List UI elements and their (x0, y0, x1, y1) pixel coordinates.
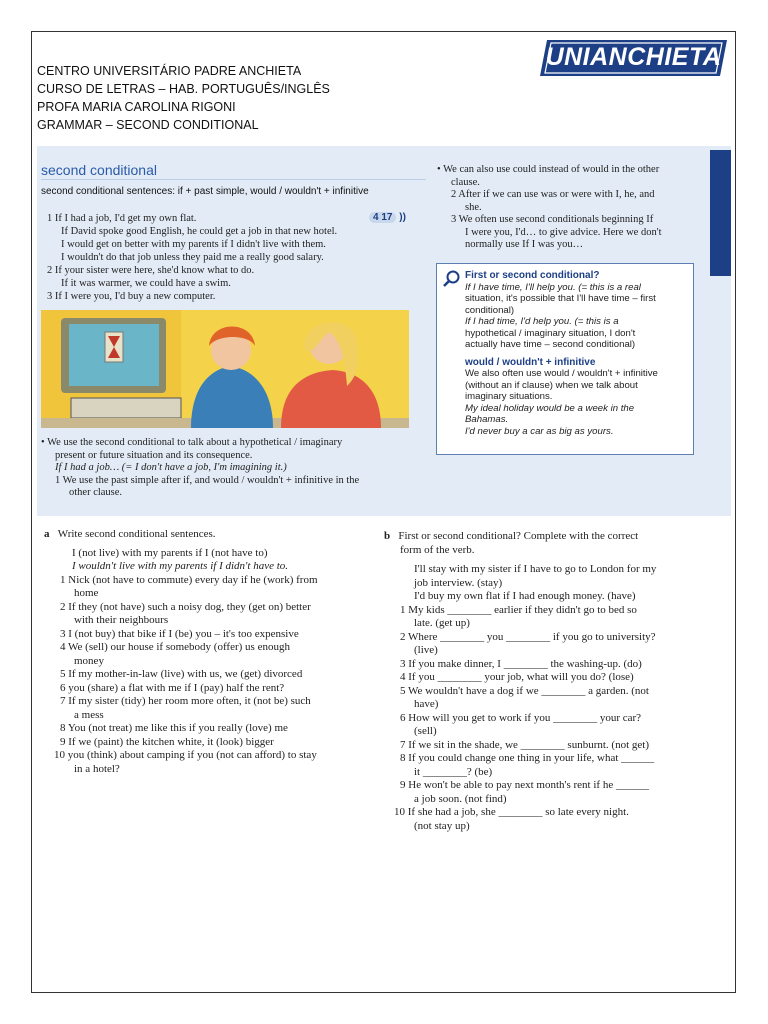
textbook-grammar-panel (37, 146, 731, 516)
exercise-item: 2 If they (not have) such a noisy dog, they (get on) better (60, 600, 311, 613)
logo-text: UNIANCHIETA (545, 43, 722, 71)
exercise-item: late. (get up) (414, 617, 470, 629)
example-line: I would get on better with my parents if I didn't live with them. (61, 239, 326, 250)
box-heading: First or second conditional? (465, 270, 600, 281)
example-line: 2 If your sister were here, she'd know what to do. (47, 265, 255, 276)
exercise-item: 3 If you make dinner, I ________ the washing-up. (do) (400, 657, 642, 670)
box-heading-2: would / wouldn't + infinitive (465, 356, 596, 368)
box-line: imaginary situations. (465, 391, 553, 402)
box-line: I'd never buy a car as big as yours. (465, 425, 614, 437)
exercise-item: 10 you (think) about camping if you (not can afford) to stay (54, 749, 317, 761)
exercise-item: in a hotel? (74, 762, 120, 775)
exercise-item: a mess (74, 708, 104, 721)
header-line-topic: GRAMMAR – SECOND CONDITIONAL (37, 118, 259, 132)
exercise-item: 2 Where ________ you ________ if you go to university? (400, 630, 656, 643)
exercise-example-answer: I wouldn't live with my parents if I didn't have to. (72, 560, 289, 572)
exercise-item: (live) (414, 644, 438, 656)
cartoon-illustration (41, 310, 409, 428)
first-or-second-conditional-box (436, 263, 694, 455)
example-line: I wouldn't do that job unless they paid me a really good salary. (61, 252, 324, 263)
speaker-icon: )) (399, 212, 406, 223)
box-line: My ideal holiday would be a week in the (465, 402, 635, 414)
header-line-course: CURSO DE LETRAS – HAB. PORTUGUÊS/INGLÊS (37, 82, 330, 96)
exercise-a (44, 528, 318, 776)
exercise-instruction: Write second conditional sentences. (57, 528, 216, 540)
exercise-example-prompt: I (not live) with my parents if I (not have to) (72, 546, 268, 559)
exercise-item: 6 How will you get to work if you ________ your car? (400, 711, 642, 724)
box-content (465, 270, 658, 437)
box-line: If I have time, I'll help you. (= this is a real (465, 281, 641, 293)
note-line: 2 After if we can use was or were with I, he, and (451, 189, 655, 200)
note-block-left (41, 437, 359, 500)
grammar-title: second conditional (41, 162, 157, 178)
exercise-example: I'd buy my own flat if I had enough money. (have) (414, 590, 636, 602)
header-line-university: CENTRO UNIVERSITÁRIO PADRE ANCHIETA (37, 64, 302, 78)
note-line: • We can also use could instead of would in the other (437, 164, 660, 175)
exercise-item: 5 If my mother-in-law (live) with us, we (get) divorced (60, 668, 303, 680)
box-line: If I had time, I'd help you. (= this is a (465, 316, 619, 327)
grammar-subtitle: second conditional sentences: if + past simple, would / wouldn't + infinitive (41, 186, 369, 197)
exercise-item: (sell) (414, 725, 437, 737)
exercise-item: 10 If she had a job, she ________ so late every night. (394, 806, 629, 818)
note-line: 3 We often use second conditionals beginning If (451, 214, 654, 225)
note-block-right (437, 164, 662, 252)
document-header (37, 62, 330, 134)
exercise-item: 9 If we (paint) the kitchen white, it (look) bigger (60, 735, 274, 748)
note-line: present or future situation and its consequence. (55, 449, 253, 461)
exercise-item: with their neighbours (74, 614, 169, 626)
magnifying-glass-icon (443, 270, 461, 288)
example-line: If David spoke good English, he could get a job in that new hotel. (61, 226, 338, 237)
exercise-item: 7 If my sister (tidy) her room more often, it (not be) such (60, 695, 311, 707)
exercise-item: home (74, 587, 99, 599)
exercise-item: 8 You (not treat) me like this if you really (love) me (60, 722, 288, 734)
box-line: conditional) (465, 304, 515, 316)
note-line: clause. (451, 176, 480, 188)
note-line: she. (465, 201, 482, 213)
exercise-item: 5 We wouldn't have a dog if we ________ a garden. (not (400, 684, 649, 697)
exercise-item: 8 If you could change one thing in your life, what ______ (400, 752, 655, 764)
audio-track-label (369, 212, 406, 223)
audio-track-number: 4 17 (369, 212, 396, 223)
box-line: We also often use would / wouldn't + infinitive (465, 368, 658, 379)
exercise-item: 7 If we sit in the shade, we ________ sunburnt. (not get) (400, 738, 649, 751)
example-line: 3 If I were you, I'd buy a new computer. (47, 291, 216, 302)
note-line: If I had a job… (= I don't have a job, I'm imagining it.) (55, 462, 287, 473)
box-line: hypothetical / imaginary situation, I don't (465, 327, 636, 339)
exercise-example: I'll stay with my sister if I have to go to London for my (414, 563, 657, 575)
page-edge-stripe (710, 150, 731, 276)
exercise-item: have) (414, 698, 439, 710)
exercise-item: a job soon. (not find) (414, 792, 507, 805)
box-line: situation, it's possible that I'll have time – first (465, 293, 656, 304)
note-line: other clause. (69, 487, 123, 498)
exercise-item: 3 I (not buy) that bike if I (be) you – it's too expensive (60, 627, 299, 640)
note-line: 1 We use the past simple after if, and would / wouldn't + infinitive in the (55, 474, 360, 486)
box-line: (without an if clause) when we talk about (465, 379, 638, 391)
title-rule (41, 179, 426, 180)
box-line: Bahamas. (465, 414, 509, 425)
exercise-item: 4 We (sell) our house if somebody (offer) us enough (60, 641, 290, 653)
exercise-item: 4 If you ________ your job, what will you do? (lose) (400, 671, 634, 683)
exercise-instruction-cont: form of the verb. (400, 543, 475, 556)
example-line: 1 If I had a job, I'd get my own flat. (47, 213, 197, 224)
exercise-item: 6 you (share) a flat with me if I (pay) half the rent? (60, 681, 285, 694)
exercise-item: 9 He won't be able to pay next month's rent if he ______ (400, 779, 649, 791)
exercise-example: job interview. (stay) (414, 576, 503, 589)
exercise-item: 1 Nick (not have to commute) every day if he (work) from (60, 573, 318, 586)
exercise-item: it ________? (be) (414, 765, 493, 778)
header-line-teacher: PROFA MARIA CAROLINA RIGONI (37, 100, 236, 114)
exercise-instruction: First or second conditional? Complete with the correct (398, 530, 639, 542)
exercise-item: (not stay up) (414, 819, 470, 832)
note-line: normally use If I was you… (465, 239, 584, 250)
exercise-letter: a (44, 528, 50, 540)
exercise-b (384, 530, 656, 833)
exercise-item: 1 My kids ________ earlier if they didn't go to bed so (400, 603, 637, 616)
note-line: • We use the second conditional to talk about a hypothetical / imaginary (41, 437, 343, 448)
exercise-item: money (74, 654, 104, 667)
unianchieta-logo (537, 38, 730, 78)
note-line: I were you, I'd… to give advice. Here we don't (465, 226, 662, 238)
example-line: If it was warmer, we could have a swim. (61, 278, 231, 289)
exercise-letter: b (384, 530, 391, 542)
box-line: actually have time – second conditional) (465, 339, 636, 350)
